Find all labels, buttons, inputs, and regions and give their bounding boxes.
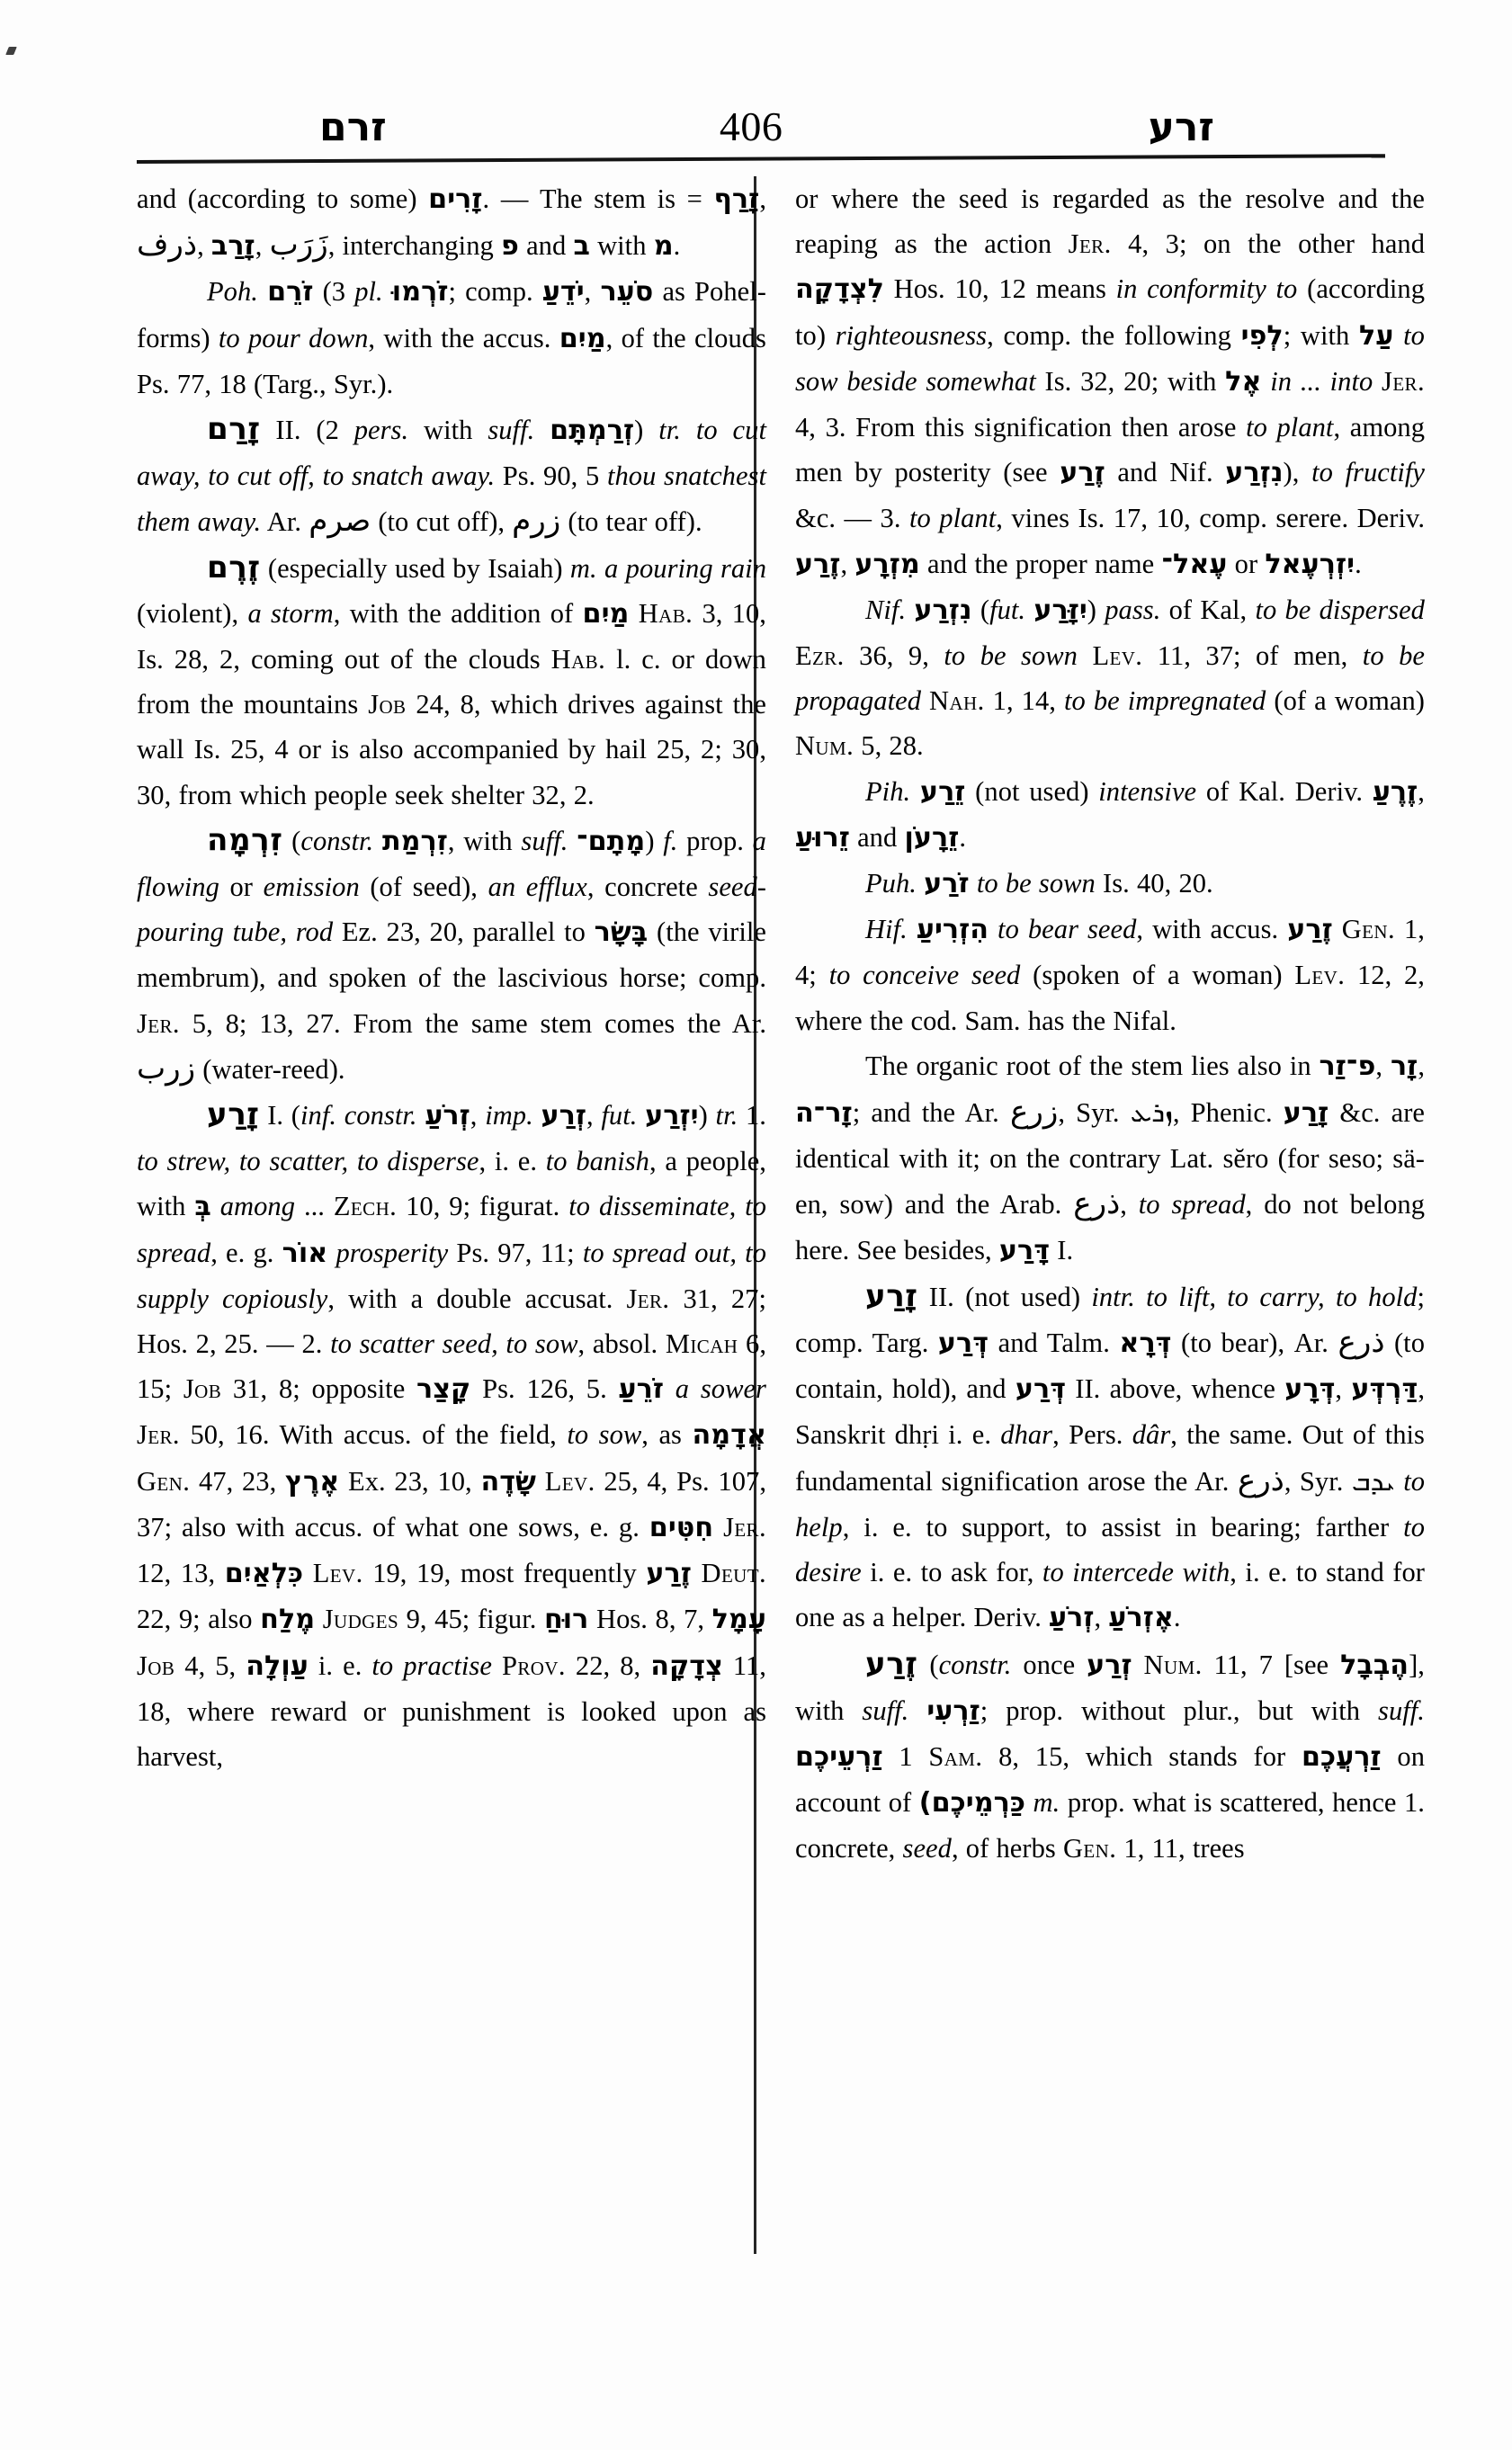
hebrew-word: זַרְעִי [926,1694,980,1727]
hebrew-word: עָמָל [711,1604,766,1636]
bible-reference: Jer. [1068,228,1112,260]
bible-reference: Job [137,1650,175,1681]
hebrew-word: יֹדֵעַ [541,276,585,308]
hebrew-word: זֹרַע [924,868,970,900]
gloss-italic: dâr [1132,1419,1171,1451]
gloss-italic: m. [1033,1787,1060,1819]
page-number: 406 [719,103,783,149]
gloss-italic: to be sown [944,640,1078,672]
bible-reference: Num. [1143,1649,1203,1680]
puhal-stem: Puh. זֹרַע to be sown Is. 40, 20. [865,868,1213,900]
gloss-italic: to scatter seed, to sow [330,1328,578,1360]
hebrew-word: זֶרֶעַ [1372,775,1418,808]
entry-lemma: זִרְמָה [207,821,283,858]
hebrew-word: צְדָקָה [650,1650,723,1682]
gloss-italic: to disseminate, to spread [137,1191,767,1268]
hebrew-word: זֶרַע [1060,457,1105,489]
bible-reference: Zech. [333,1191,398,1222]
gloss-italic: Puh. [865,868,917,899]
hebrew-word: כַּרְמֵיכֶם) [918,1787,1026,1820]
gloss-italic: to be dispersed [1255,594,1425,625]
gloss-italic: a storm [247,597,334,629]
margin-tick-icon [5,47,17,55]
gloss-italic: to be impregnated [1063,685,1266,717]
gloss-italic: to desire [795,1511,1425,1588]
hebrew-word: מִזְרָע [854,548,920,580]
hebrew-word: הִזְרִיעַ [916,914,989,946]
gloss-italic: to practise [371,1650,492,1681]
gloss-italic: to strew, to scatter, to disperse [137,1146,479,1177]
text-columns [0,176,1512,1872]
hebrew-word: אֲדָמָה [692,1419,766,1452]
running-head-right-lemma: זרע [1148,104,1214,150]
bible-reference: Gen. [1062,1833,1117,1864]
gloss-italic: to be sown [976,868,1096,899]
zerem-noun-entry: זֶרֶם (especially used by Isaiah) m. a pouring rain (violent), a storm, with the addition of מַיִם Hab. 3, 10, Is. 28, 2, coming out of the clouds Hab. l. c. or down from the mountains Job 24, 8, which drives against the wall Is. 25, 4 or is also accompanied by hail 25, 2; 30, 30, from which people seek shelter 32, 2. [137,549,767,810]
gloss-italic: to banish [545,1146,649,1177]
zaram-i-continuation: and (according to some) זָרִים. — The stem is = זָרַף, ذرف, זָרַב, زَرَب, interchanging פ and ב with מ. [137,183,766,264]
running-head-left-lemma: זרם [319,104,387,150]
hebrew-word: פ־זַר [1319,1050,1376,1082]
gloss-italic: Hif. [865,914,908,945]
gloss-italic: inf. constr. [300,1100,417,1131]
gloss-italic: Nif. [865,594,907,625]
bible-reference: Sam. [928,1740,983,1772]
gloss-italic: tr. [715,1100,738,1131]
gloss-italic: Pih. [865,775,911,807]
gloss-italic: imp. [485,1100,533,1131]
hebrew-word: לִצְדָקָה [795,273,884,306]
bible-reference: Hab. [550,644,606,675]
gloss-italic: dhar [1000,1419,1053,1451]
bible-reference: Micah [665,1328,738,1360]
bible-reference: Lev. [544,1465,595,1497]
zirmah-entry: זִרְמָה (constr. זִרְמַת, with suff. מָתָם־) f. prop. a flowing or emission (of seed), an efflux, concrete seed-pouring tube, rod Ez. 23, 20, parallel to בָּשָׂר (the virile membrum), and spoken of the lascivious horse; comp. Jer. 5, 8; 13, 27. From the same stem comes the Ar. زرب (water-reed). [137,821,767,1086]
gloss-italic: in conformity to [1115,273,1298,305]
hebrew-word: מ [653,230,674,263]
hebrew-word: רוּחַ [543,1604,589,1636]
arabic-word: زرم [512,503,561,540]
syriac-word: ܝܕܒ [1351,1465,1395,1498]
gloss-italic: f. [663,825,678,856]
hebrew-word: מָתָם־ [577,825,646,857]
entry-lemma: זָרַע [865,1277,918,1314]
gloss-italic: a pouring rain [604,552,766,584]
hebrew-word: זַרְעֲכֶם [1301,1740,1382,1773]
bible-reference: Prov. [501,1650,566,1681]
hebrew-word: בְּ [194,1191,211,1223]
left-column [137,176,766,1872]
hebrew-word: סֹעֵר [600,276,654,308]
bible-reference: Jer. [1382,365,1425,397]
arabic-word: صرم [309,503,371,540]
hebrew-word: זֵרָעֹן [904,821,960,854]
header-rule [137,154,1385,164]
organic-root-note: The organic root of the stem lies also in פ־זַר, זָר, זָר־ה; and the Ar. زرع, Syr. ܙܪܥ, Phenic. זָרַע &c. are identical with it; on the contrary Lat. sĕro (for seso; sä-en, sow) and the Arab. ذرع, to spread, do not belong here. See besides, דָּרַע I. [795,1050,1425,1266]
gloss-italic: to bear seed [998,914,1137,945]
gloss-italic: pass. [1105,594,1161,625]
hebrew-word: זֹרְמוּ [391,276,449,308]
hebrew-word: זֹרֵם [267,276,314,308]
entry-lemma: זֶרַע [865,1645,918,1682]
gloss-italic: constr. [300,825,374,856]
hebrew-word: דְּרָע [1284,1373,1336,1406]
hebrew-word: יִזָּרַע [1033,594,1087,626]
gloss-italic: suff. [521,825,568,856]
bible-reference: Job [183,1373,222,1405]
bible-reference: Job [368,689,407,720]
bible-reference: Judges [322,1604,399,1635]
hifil-stem: Hif. הִזְרִיעַ to bear seed, with accus. זֶרַע Gen. 1, 4; to conceive seed (spoken of a woman) Lev. 12, 2, where the cod. Sam. has the Nifal. [795,914,1425,1036]
pihel-stem: Pih. זֵרַע (not used) intensive of Kal. Deriv. זֶרֶעַ, זֵרוּעַ and זֵרָעֹן. [795,775,1425,854]
gloss-italic: in ... into [1270,365,1373,397]
hebrew-word: זֹרֵעַ [618,1373,665,1406]
gloss-italic: suff. [862,1694,909,1726]
hebrew-word: זָרַע [1283,1097,1329,1130]
bible-reference: Nah. [929,685,985,717]
gloss-italic: seed-pouring tube, rod [137,872,767,948]
zera-noun-entry: זֶרַע (constr. once זְרַע Num. 11, 7 [see הֶבְבָל], with suff. זַרְעִי; prop. without plur., but with suff. זַרְעֵיכֶם 1 Sam. 8, 15, which stands for זַרְעֲכֶם on account of כַּרְמֵיכֶם) m. prop. what is scattered, hence 1. concrete, seed, of herbs Gen. 1, 11, trees [795,1645,1425,1864]
entry-lemma: זָרַע [207,1096,260,1133]
gloss-italic: seed [902,1833,952,1864]
bible-reference: Gen. [1341,914,1395,945]
hebrew-word: זָרַב [210,230,255,263]
gloss-italic: to spread [1138,1189,1246,1221]
hebrew-word: מַיִם [559,322,606,354]
nifal-stem: Nif. נִזְרַע (fut. יִזָּרַע) pass. of Kal, to be dispersed Ezr. 36, 9, to be sown Lev. 11, 37; of men, to be propagated Nah. 1, 14, to be impregnated (of a woman) Num. 5, 28. [795,594,1425,762]
gloss-italic: to plant [908,503,997,534]
bible-reference: Gen. [137,1465,191,1497]
running-head [135,79,1385,148]
arabic-word: ذرع [1237,1462,1284,1498]
hebrew-word: מַיִם [582,597,630,630]
entry-lemma: זֶרֶם [207,549,261,586]
hebrew-word: זִרְמַת [381,825,448,857]
hebrew-word: זָר־ה [795,1097,853,1130]
hebrew-word: מֶלַח [260,1604,316,1636]
gloss-italic: constr. [938,1649,1012,1680]
hebrew-word: זֶרַע [646,1558,692,1590]
hebrew-word: זֶרַע [795,548,841,580]
gloss-italic: righteousness [835,319,988,351]
bible-reference: Ezr. [795,640,845,672]
gloss-italic: fut. [601,1100,638,1131]
hebrew-word: זֵרוּעַ [795,821,850,854]
gloss-italic: prosperity [336,1237,449,1268]
arabic-word: زَرَب [269,227,328,264]
bible-reference: Lev. [1092,640,1143,672]
gloss-italic: among [219,1191,296,1222]
gloss-italic: suff. [488,415,535,446]
bible-reference: Jer. [626,1283,670,1314]
gloss-italic: a sower [675,1373,766,1405]
hebrew-word: זֵרַע [919,775,966,808]
gloss-italic: suff. [1378,1694,1425,1726]
hebrew-word: יִזְרְעֶאל [1265,548,1355,580]
gloss-italic: to spread out, to supply copiously [137,1237,766,1314]
hebrew-word: דָּרַע [998,1234,1051,1266]
hebrew-word: חִטִּים [649,1511,714,1543]
gloss-italic: to help [795,1465,1426,1542]
bible-reference: Jer. [137,1007,180,1039]
hebrew-word: זַרְעֵיכֶם [795,1740,883,1773]
gloss-italic: to intercede with [1042,1557,1230,1588]
bible-reference: Deut. [701,1558,766,1589]
zara-ii-entry: זָרַע II. (not used) intr. to lift, to carry, to hold; comp. Targ. דְּרַע and Talm. דְּרָא (to bear), Ar. ذرع (to contain, hold), and דְּרַע II. above, whence דְּרָע, דַּרְדְּע, Sanskrit dhṛi i. e. dhar, Pers. dâr, the same. Out of this fundamental signification arose the Ar. ذرع, Syr. ܝܕܒ to help, i. e. to support, to assist in bearing; farther to desire i. e. to ask for, to intercede with, i. e. to stand for one as a helper. Deriv. זְרֹעַ, אֶזְרֹעַ. [795,1277,1426,1634]
zara-i-entry: זָרַע I. (inf. constr. זְרֹעַ, imp. זְרַע, fut. יִזְרַע) tr. 1. to strew, to scatter, to disperse, i. e. to banish, a people, with בְּ among ... Zech. 10, 9; figurat. to disseminate, to spread, e. g. אוֹר prosperity Ps. 97, 11; to spread out, to supply copiously, with a double accusat. Jer. 31, 27; Hos. 2, 25. — 2. to scatter seed, to sow, absol. Micah 6, 15; Job 31, 8; opposite קָצַר Ps. 126, 5. זֹרֵעַ a sower Jer. 50, 16. With accus. of the field, to sow, as אֲדָמָה Gen. 47, 23, אֶרֶץ Ex. 23, 10, שָׂדֶה Lev. 25, 4, Ps. 107, 37; also with accus. of what one sows, e. g. חִטִּים Jer. 12, 13, כִּלְאַיִם Lev. 19, 19, most frequently זֶרַע Deut. 22, 9; also מֶלַח Judges 9, 45; figur. רוּחַ Hos. 8, 7, עָמָל Job 4, 5, עַוְלָה i. e. to practise Prov. 22, 8, צְדָקָה 11, 18, where reward or punishment is looked upon as harvest, [137,1096,767,1772]
hebrew-word: לְפִי [1240,319,1284,352]
hebrew-word: אֶרֶץ [285,1465,340,1498]
gloss-italic: intensive [1098,775,1197,807]
hebrew-word: זְרַמְתָּם [550,415,635,447]
hebrew-word: קָצַר [416,1373,471,1406]
gloss-italic: tr. [658,415,681,446]
gloss-italic: to sow [567,1419,642,1451]
hebrew-word: עַל [1359,319,1394,352]
hebrew-word: אוֹר [282,1237,328,1269]
arabic-word: زرع [1010,1094,1059,1131]
hebrew-word: אֶל [1225,365,1262,398]
hebrew-word: אֶזְרֹעַ [1108,1602,1174,1634]
right-column [795,176,1425,1872]
bible-reference: Hab. [638,597,693,629]
gloss-italic: Poh. [207,276,258,308]
hebrew-word: עֶאל־ [1161,548,1228,580]
gloss-italic: to lift, to carry, to hold [1146,1281,1418,1312]
hebrew-word: נִזְרַע [914,594,972,626]
hebrew-word: הֶבְבָל [1340,1649,1409,1681]
bible-reference: Lev. [1294,960,1346,991]
syriac-word: ܙܪܥ [1130,1097,1173,1130]
zara-i-continuation: or where the seed is regarded as the resolve and the reaping as the action Jer. 4, 3; on the other hand לִצְדָקָה Hos. 10, 12 means in conformity to (according to) righteousness, comp. the following לְפִי; with עַל to sow beside somewhat Is. 32, 20; with אֶל in ... into Jer. 4, 3. From this signification then arose to plant, among men by posterity (see זֶרַע and Nif. נִזְרַע), to fructify &c. — 3. to plant, vines Is. 17, 10, comp. serere. Deriv. זֶרַע, מִזְרָע and the proper name עֶאל־ or יִזְרְעֶאל. [795,183,1426,580]
gloss-italic: fut. [989,594,1026,625]
gloss-italic: to be propagated [795,640,1425,717]
hebrew-word: שָׂדֶה [480,1465,536,1498]
bible-reference: Jer. [137,1419,180,1451]
hebrew-word: דְּרָא [1119,1328,1172,1360]
hebrew-word: זְרֹעַ [1049,1602,1095,1634]
entry-lemma: זָרַם [207,411,261,448]
bible-reference: Num. [795,730,854,762]
hebrew-word: זֶרַע [1287,914,1333,946]
zaram-ii-entry: זָרַם II. (2 pers. with suff. זְרַמְתָּם) tr. to cut away, to cut off, to snatch away. Ps. 90, 5 thou snatchest them away. Ar. صرم (to cut off), زرم (to tear off). [137,411,766,540]
hebrew-word: זָרַף [713,183,760,215]
hebrew-word: ב [573,230,590,263]
gloss-italic: intr. [1091,1281,1135,1312]
hebrew-word: פ [500,230,519,263]
arabic-word: ذرع [1073,1185,1121,1222]
hebrew-word: זָרִים [428,183,483,215]
hebrew-word: נִזְרַע [1225,457,1284,489]
gloss-italic: to cut away, to cut off, to snatch away. [137,415,766,492]
arabic-word: ذرع [1338,1324,1385,1361]
gloss-italic: m. [569,552,597,584]
gloss-italic: to sow beside somewhat [795,319,1425,397]
gloss-italic: to fructify [1311,457,1425,488]
bible-reference: Jer. [723,1511,766,1542]
hebrew-word: זְרֹעַ [425,1100,470,1132]
hebrew-word: זְרַע [541,1100,587,1132]
poh-form: Poh. זֹרֵם (3 pl. זֹרְמוּ; comp. יֹדֵעַ, סֹעֵר as Pohel-forms) to pour down, with the accus. מַיִם, of the clouds Ps. 77, 18 (Targ., Syr.). [137,276,766,399]
gloss-italic: emission [263,872,360,903]
gloss-italic: pers. [353,415,409,446]
gloss-italic: to conceive seed [828,960,1021,991]
hebrew-word: דְּרַע [1015,1373,1067,1406]
gloss-italic: thou snatchest them away. [137,460,766,538]
hebrew-word: כִּלְאַיִם [224,1558,304,1590]
hebrew-word: בָּשָׂר [594,917,649,949]
arabic-word: ذرف [137,227,198,264]
arabic-word: زرب [137,1050,196,1086]
hebrew-word: עַוְלָה [246,1650,309,1682]
hebrew-word: זָר [1390,1050,1418,1082]
hebrew-word: זְרַע [1087,1649,1132,1681]
hebrew-word: יִזְרַע [645,1100,699,1132]
bible-reference: Lev. [312,1558,363,1589]
gloss-italic: a flowing [137,825,766,903]
hebrew-word: דְּרַע [937,1328,989,1360]
gloss-italic: to pour down [218,322,369,353]
hebrew-word: דַּרְדְּע [1351,1373,1418,1406]
gloss-italic: pl. [354,276,383,308]
gloss-italic: to plant [1246,412,1334,443]
gloss-italic: an efflux [488,872,587,903]
